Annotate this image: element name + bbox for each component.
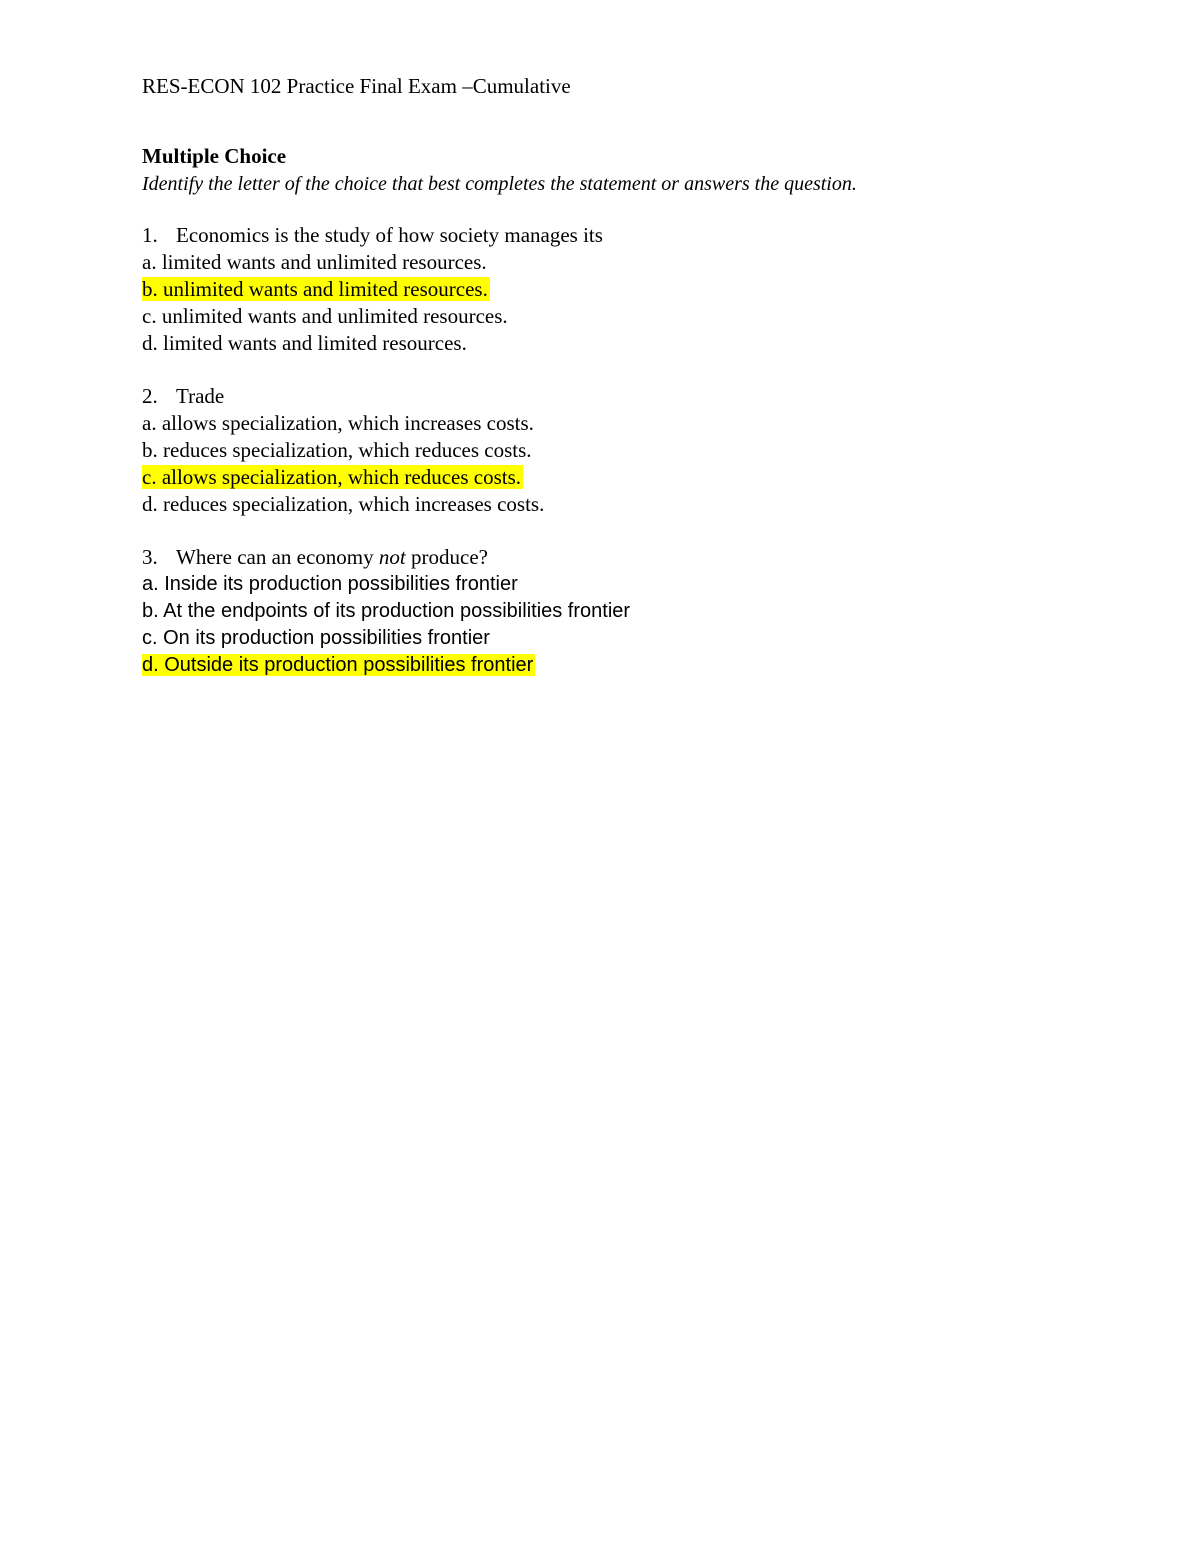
answer-option-d <box>142 330 1142 357</box>
question-stem <box>142 383 1142 410</box>
answer-option-c-highlighted <box>142 464 1142 491</box>
option-text: d. Outside its production possibilities frontier <box>142 654 534 676</box>
option-text: a. Inside its production possibilities frontier <box>142 573 518 595</box>
answer-option-d-highlighted <box>142 652 1142 679</box>
question-3 <box>142 544 1142 679</box>
section-heading: Multiple Choice <box>142 144 287 168</box>
question-number: 3. <box>142 545 158 569</box>
answer-option-b-highlighted <box>142 276 1142 303</box>
option-text: c. allows specialization, which reduces costs. <box>142 465 522 489</box>
option-text: b. reduces specialization, which reduces costs. <box>142 438 532 462</box>
option-text: a. limited wants and unlimited resources. <box>142 250 487 274</box>
question-stem <box>142 222 1142 249</box>
question-number: 1. <box>142 223 158 247</box>
option-text: c. unlimited wants and unlimited resources. <box>142 304 508 328</box>
option-text: c. On its production possibilities frontier <box>142 627 490 649</box>
question-text: Economics is the study of how society manages its <box>176 223 603 247</box>
multiple-choice-section <box>142 142 1142 705</box>
instructions: Identify the letter of the choice that best completes the statement or answers the question. <box>142 173 857 195</box>
answer-option-a <box>142 249 1142 276</box>
answer-option-b <box>142 598 1142 625</box>
question-number: 2. <box>142 384 158 408</box>
answer-option-a <box>142 410 1142 437</box>
option-text: b. unlimited wants and limited resources. <box>142 277 488 301</box>
option-text: d. reduces specialization, which increases costs. <box>142 492 545 516</box>
answer-option-b <box>142 437 1142 464</box>
question-text-emphasis: not <box>378 545 406 569</box>
question-text-end: produce? <box>405 545 488 569</box>
answer-option-c <box>142 303 1142 330</box>
exam-title: RES-ECON 102 Practice Final Exam –Cumulative <box>142 74 571 98</box>
question-2 <box>142 383 1142 518</box>
option-text: d. limited wants and limited resources. <box>142 331 467 355</box>
option-text: a. allows specialization, which increases costs. <box>142 411 534 435</box>
question-text-start: Where can an economy <box>176 545 379 569</box>
question-text: Trade <box>176 384 225 408</box>
answer-option-d <box>142 491 1142 518</box>
question-1 <box>142 222 1142 357</box>
answer-option-c <box>142 625 1142 652</box>
option-text: b. At the endpoints of its production possibilities frontier <box>142 600 631 622</box>
question-stem <box>142 544 1142 571</box>
answer-option-a <box>142 571 1142 598</box>
